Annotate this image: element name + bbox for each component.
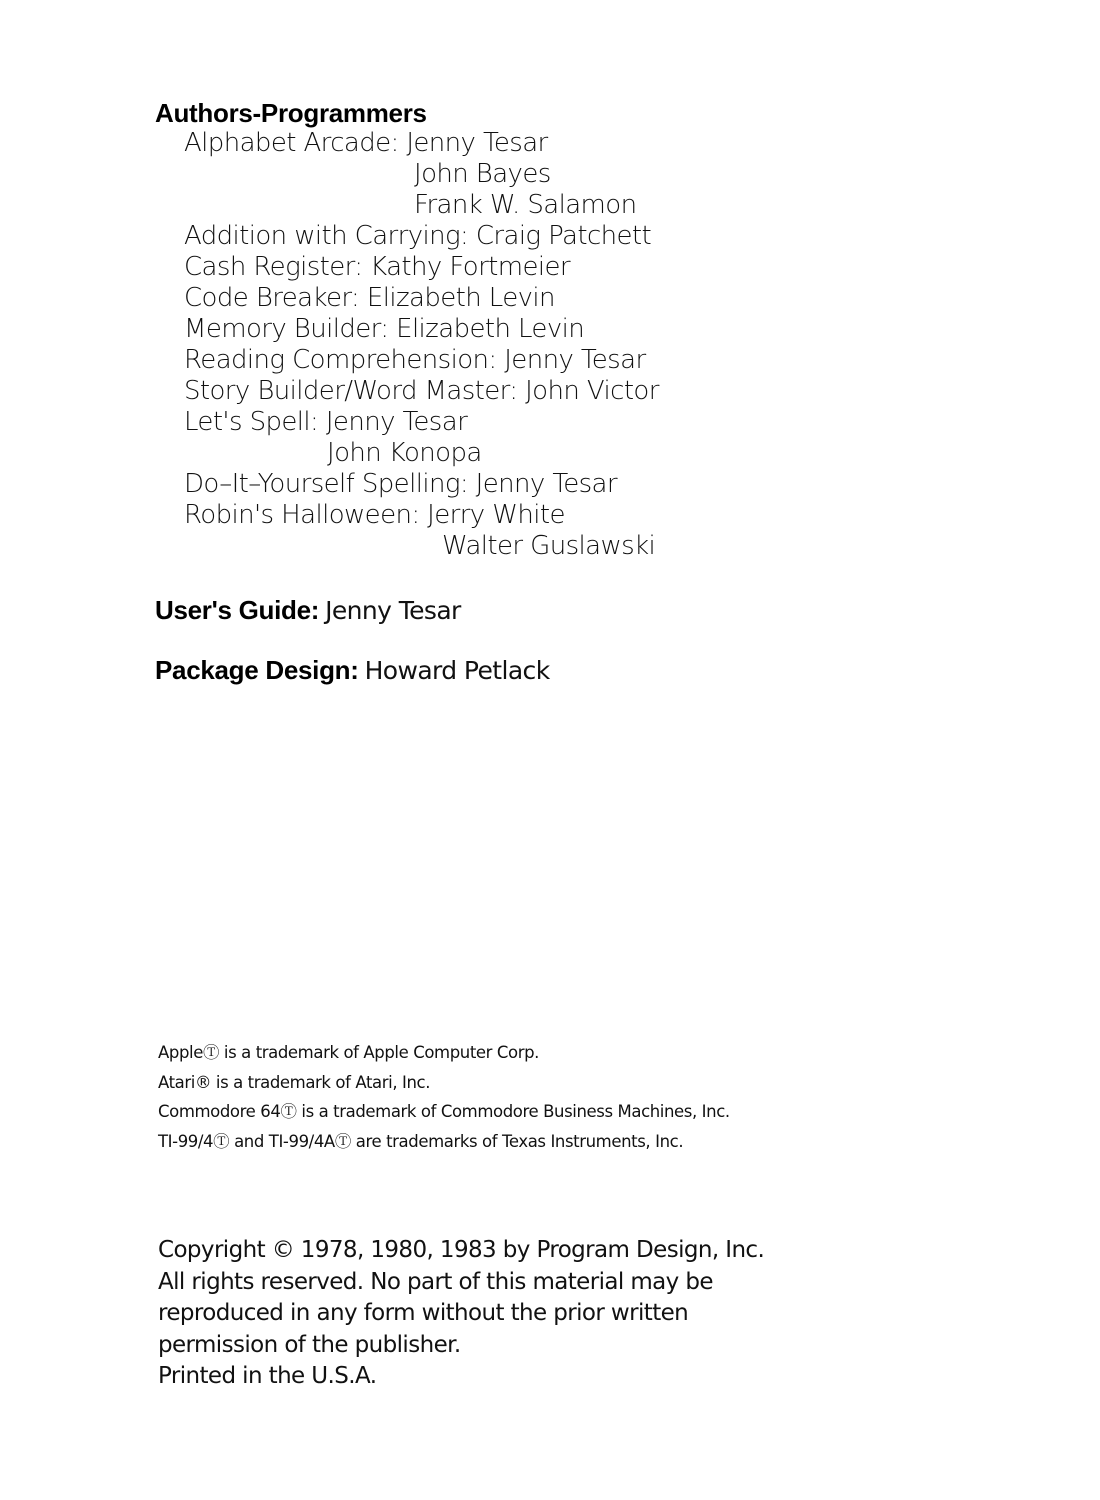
trademark-line: AppleⓉ is a trademark of Apple Computer Corp. bbox=[158, 1043, 540, 1062]
credit-line: Addition with Carrying: Craig Patchett bbox=[184, 221, 652, 251]
trademark-line: Atari® is a trademark of Atari, Inc. bbox=[158, 1072, 431, 1092]
package-design-label: Package Design: bbox=[155, 655, 359, 685]
copyright-line: Printed in the U.S.A. bbox=[158, 1363, 377, 1389]
copyright-line: reproduced in any form without the prior written bbox=[158, 1300, 689, 1326]
trademark-line: Commodore 64Ⓣ is a trademark of Commodore Business Machines, Inc. bbox=[158, 1102, 730, 1122]
copyright-line: permission of the publisher. bbox=[158, 1331, 461, 1358]
trademark-line: TI-99/4Ⓣ and TI-99/4AⓉ are trademarks of Texas Instruments, Inc. bbox=[158, 1132, 684, 1152]
copyright-line: All rights reserved. No part of this material may be bbox=[158, 1268, 713, 1295]
users-guide-value: Jenny Tesar bbox=[325, 596, 461, 625]
credit-line: Alphabet Arcade: Jenny Tesar bbox=[184, 128, 548, 158]
credit-line: Reading Comprehension: Jenny Tesar bbox=[184, 345, 646, 375]
users-guide-label: User's Guide: bbox=[155, 595, 320, 625]
authors-programmers-heading: Authors-Programmers bbox=[155, 98, 427, 128]
copyright-line: Copyright © 1978, 1980, 1983 by Program Design, Inc. bbox=[158, 1237, 765, 1263]
credit-line: Do–It–Yourself Spelling: Jenny Tesar bbox=[184, 469, 617, 499]
package-design-credit bbox=[155, 652, 550, 692]
credit-line: Robin's Halloween: Jerry White bbox=[184, 500, 565, 530]
package-design-value: Howard Petlack bbox=[364, 656, 550, 685]
trademark-notices bbox=[158, 1038, 730, 1157]
credit-line: Memory Builder: Elizabeth Levin bbox=[184, 314, 585, 344]
users-guide-credit bbox=[155, 592, 461, 632]
credit-line: John Konopa bbox=[327, 438, 482, 468]
credit-line: Code Breaker: Elizabeth Levin bbox=[184, 283, 555, 313]
credit-line: Story Builder/Word Master: John Victor bbox=[184, 376, 659, 406]
credit-line: Walter Guslawski bbox=[442, 531, 656, 561]
credit-line: Cash Register: Kathy Fortmeier bbox=[184, 252, 570, 282]
copyright-notice bbox=[158, 1235, 764, 1393]
credit-line: John Bayes bbox=[414, 159, 551, 189]
credit-line: Frank W. Salamon bbox=[414, 190, 637, 220]
credit-line: Let's Spell: Jenny Tesar bbox=[184, 407, 468, 437]
